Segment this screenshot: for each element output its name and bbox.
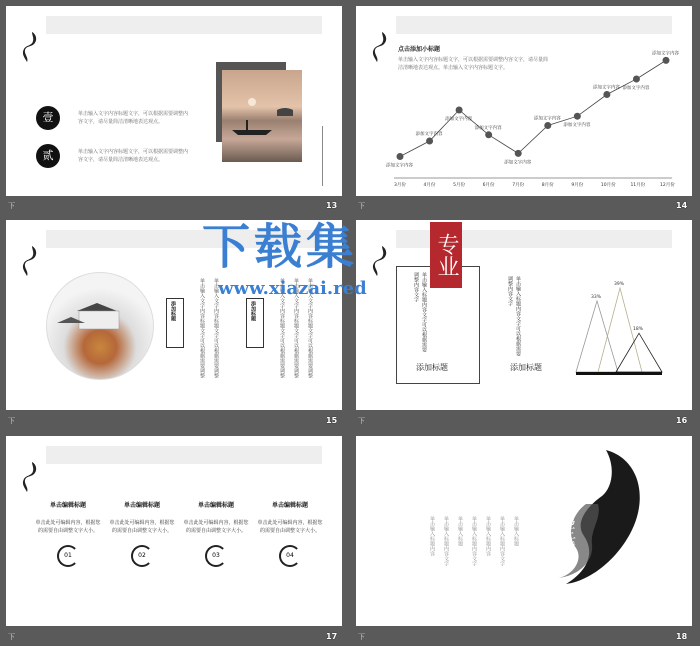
- x-tick-label: 8月份: [541, 183, 554, 188]
- text-col-2: 单击输入文字内容标题文字可以根据需要调整: [213, 278, 219, 378]
- watermark-stamp: 专业: [430, 222, 462, 288]
- side-label: 添加标题: [510, 363, 542, 372]
- list-item: [256, 500, 324, 567]
- title-tag-2: 添加标题: [246, 298, 264, 348]
- text-col-5: 单击输入文字内容标题文字可以根据需要调整: [307, 278, 313, 378]
- chart-desc: 单击输入文字内容标题文字，可以根据需要调整内容文字，请尽量简洁清晰地表达观点。单击输入文字内容标题文字。: [398, 57, 549, 71]
- chapter-title: 第三章: [560, 512, 576, 554]
- ink-logo-icon: [18, 30, 44, 66]
- footer-icon: 下: [8, 417, 15, 425]
- slide-14[interactable]: [356, 6, 692, 196]
- point-label: 添加文字内容: [386, 163, 413, 169]
- text-column: 单击输入标题内容: [429, 516, 435, 556]
- text-column: 单击输入标题内容文字: [443, 516, 449, 566]
- header-band: [46, 230, 322, 248]
- watermark-url: www.xiazai.red: [218, 278, 367, 299]
- item-desc: 单击此处可编辑内容，根据您的需要自由调整文字大小。: [183, 520, 249, 534]
- bullet-2: 贰: [36, 144, 60, 168]
- x-tick-label: 10月份: [600, 183, 616, 188]
- x-tick-label: 9月份: [571, 183, 584, 188]
- peak-label: 18%: [633, 327, 644, 333]
- point-label: 添加文字内容: [592, 85, 620, 91]
- item-number-badge: 01: [57, 545, 79, 567]
- header-band: [396, 16, 672, 34]
- ink-splash-icon: [536, 444, 656, 594]
- x-tick-label: 12月份: [660, 183, 675, 188]
- point-label: 添加文字内容: [504, 160, 532, 166]
- ink-logo-icon: [18, 460, 44, 496]
- text-column: 单击输入标题内容文字: [499, 516, 505, 566]
- point-label: 添加文字内容: [474, 125, 502, 131]
- data-point: [574, 113, 581, 120]
- footer-bar: [6, 410, 342, 426]
- text-col-1: 单击输入文字内容标题文字可以根据需要调整: [199, 278, 205, 378]
- list-item: [34, 500, 102, 567]
- box-label: 添加标题: [416, 363, 448, 372]
- header-band: [46, 446, 322, 464]
- point-label: 添加文字内容: [533, 116, 561, 122]
- slide-17[interactable]: [6, 436, 342, 626]
- footer-bar: [356, 410, 692, 426]
- text-column: 单击输入标题内容: [485, 516, 491, 556]
- data-point: [544, 122, 551, 129]
- footer-icon: 下: [358, 202, 365, 210]
- item-desc: 单击此处可编辑内容，根据您的需要自由调整文字大小。: [109, 520, 175, 534]
- x-tick-label: 3月份: [394, 183, 406, 188]
- header-band: [396, 230, 672, 248]
- peak-chart: [572, 266, 672, 376]
- text-column: 单击输入标题: [457, 516, 463, 546]
- footer-icon: 下: [8, 202, 15, 210]
- watermark-title: 下载集: [202, 219, 359, 275]
- desc-1: 单击输入文字内容标题文字，可以根据需要调整内容文字，请尽量简洁清晰地表达观点。: [78, 111, 189, 125]
- text-column: 单击输入标题内容文字: [471, 516, 477, 566]
- slide-number: 15: [326, 416, 338, 425]
- data-point: [633, 76, 640, 83]
- text-column: 单击输入标题: [513, 516, 519, 546]
- peak-label: 33%: [591, 294, 602, 300]
- footer-bar: [356, 626, 692, 642]
- slide-18[interactable]: [356, 436, 692, 626]
- footer-icon: 下: [358, 417, 365, 425]
- data-point: [426, 138, 433, 145]
- data-point: [456, 107, 463, 114]
- x-tick-label: 7月份: [512, 183, 525, 188]
- item-title: 单击编辑标题: [197, 502, 234, 509]
- divider-line: [322, 126, 323, 186]
- item-desc: 单击此处可编辑内容，根据您的需要自由调整文字大小。: [257, 520, 323, 534]
- item-number-badge: 04: [279, 545, 301, 567]
- text-col-3: 单击输入文字内容标题文字可以根据需要调整: [279, 278, 285, 378]
- slide-number: 13: [326, 201, 338, 210]
- peak-baseline: [576, 372, 662, 375]
- ink-logo-icon: [368, 244, 394, 280]
- data-point: [397, 153, 404, 160]
- footer-bar: [6, 626, 342, 642]
- slide-13[interactable]: [6, 6, 342, 196]
- footer-icon: 下: [8, 633, 15, 641]
- landscape-photo: [222, 70, 302, 162]
- text-col-4: 单击输入文字内容标题文字可以根据需要调整: [293, 278, 299, 378]
- architecture-photo: [46, 272, 154, 380]
- slide-number: 14: [676, 201, 688, 210]
- item-number-badge: 02: [131, 545, 153, 567]
- desc-2: 单击输入文字内容标题文字，可以根据需要调整内容文字，请尽量简洁清晰地表达观点。: [78, 149, 189, 163]
- text-columns: [428, 516, 520, 586]
- box-text: 单击输入标题内容文字可以根据需要调整内容文字: [413, 272, 427, 352]
- item-desc: 单击此处可编辑内容，根据您的需要自由调整文字大小。: [35, 520, 101, 534]
- x-tick-label: 5月份: [453, 183, 465, 188]
- side-text: 单击输入标题内容文字可以根据需要调整内容文字: [507, 276, 521, 356]
- point-label: 添加文字内容: [652, 51, 679, 57]
- title-tag-1: 添加标题: [166, 298, 184, 348]
- peak-triangle: [576, 301, 618, 372]
- peak-triangle: [616, 333, 662, 372]
- series-line: [400, 60, 666, 156]
- data-point: [603, 91, 610, 98]
- boat-icon: [222, 70, 302, 162]
- line-chart: [376, 40, 679, 190]
- footer-icon: 下: [358, 633, 365, 641]
- x-tick-label: 6月份: [482, 183, 495, 188]
- item-title: 单击编辑标题: [123, 502, 160, 509]
- slide-15[interactable]: [6, 220, 342, 410]
- slide-number: 17: [326, 632, 338, 641]
- point-label: 添加文字内容: [563, 123, 591, 129]
- point-label: 添加文字内容: [622, 86, 650, 91]
- bullet-1: 壹: [36, 106, 60, 130]
- data-point: [485, 131, 492, 138]
- slide-number: 16: [676, 416, 688, 425]
- data-point: [663, 57, 670, 64]
- point-label: 添加文字内容: [445, 117, 473, 122]
- item-title: 单击编辑标题: [271, 502, 308, 509]
- slide-number: 18: [676, 632, 688, 641]
- data-point: [515, 150, 522, 157]
- point-label: 添加文字内容: [415, 132, 443, 137]
- x-tick-label: 4月份: [423, 183, 436, 188]
- chart-subtitle: 点击添加小标题: [398, 46, 441, 53]
- footer-bar: [356, 196, 692, 212]
- ink-logo-icon: [18, 244, 44, 280]
- footer-bar: [6, 196, 342, 212]
- list-item: [182, 500, 250, 567]
- item-list: [34, 500, 324, 567]
- peak-label: 39%: [614, 282, 625, 287]
- item-title: 单击编辑标题: [49, 502, 86, 509]
- x-tick-label: 11月份: [630, 183, 646, 188]
- list-item: [108, 500, 176, 567]
- header-band: [46, 16, 322, 34]
- slide-16[interactable]: [356, 220, 692, 410]
- item-number-badge: 03: [205, 545, 227, 567]
